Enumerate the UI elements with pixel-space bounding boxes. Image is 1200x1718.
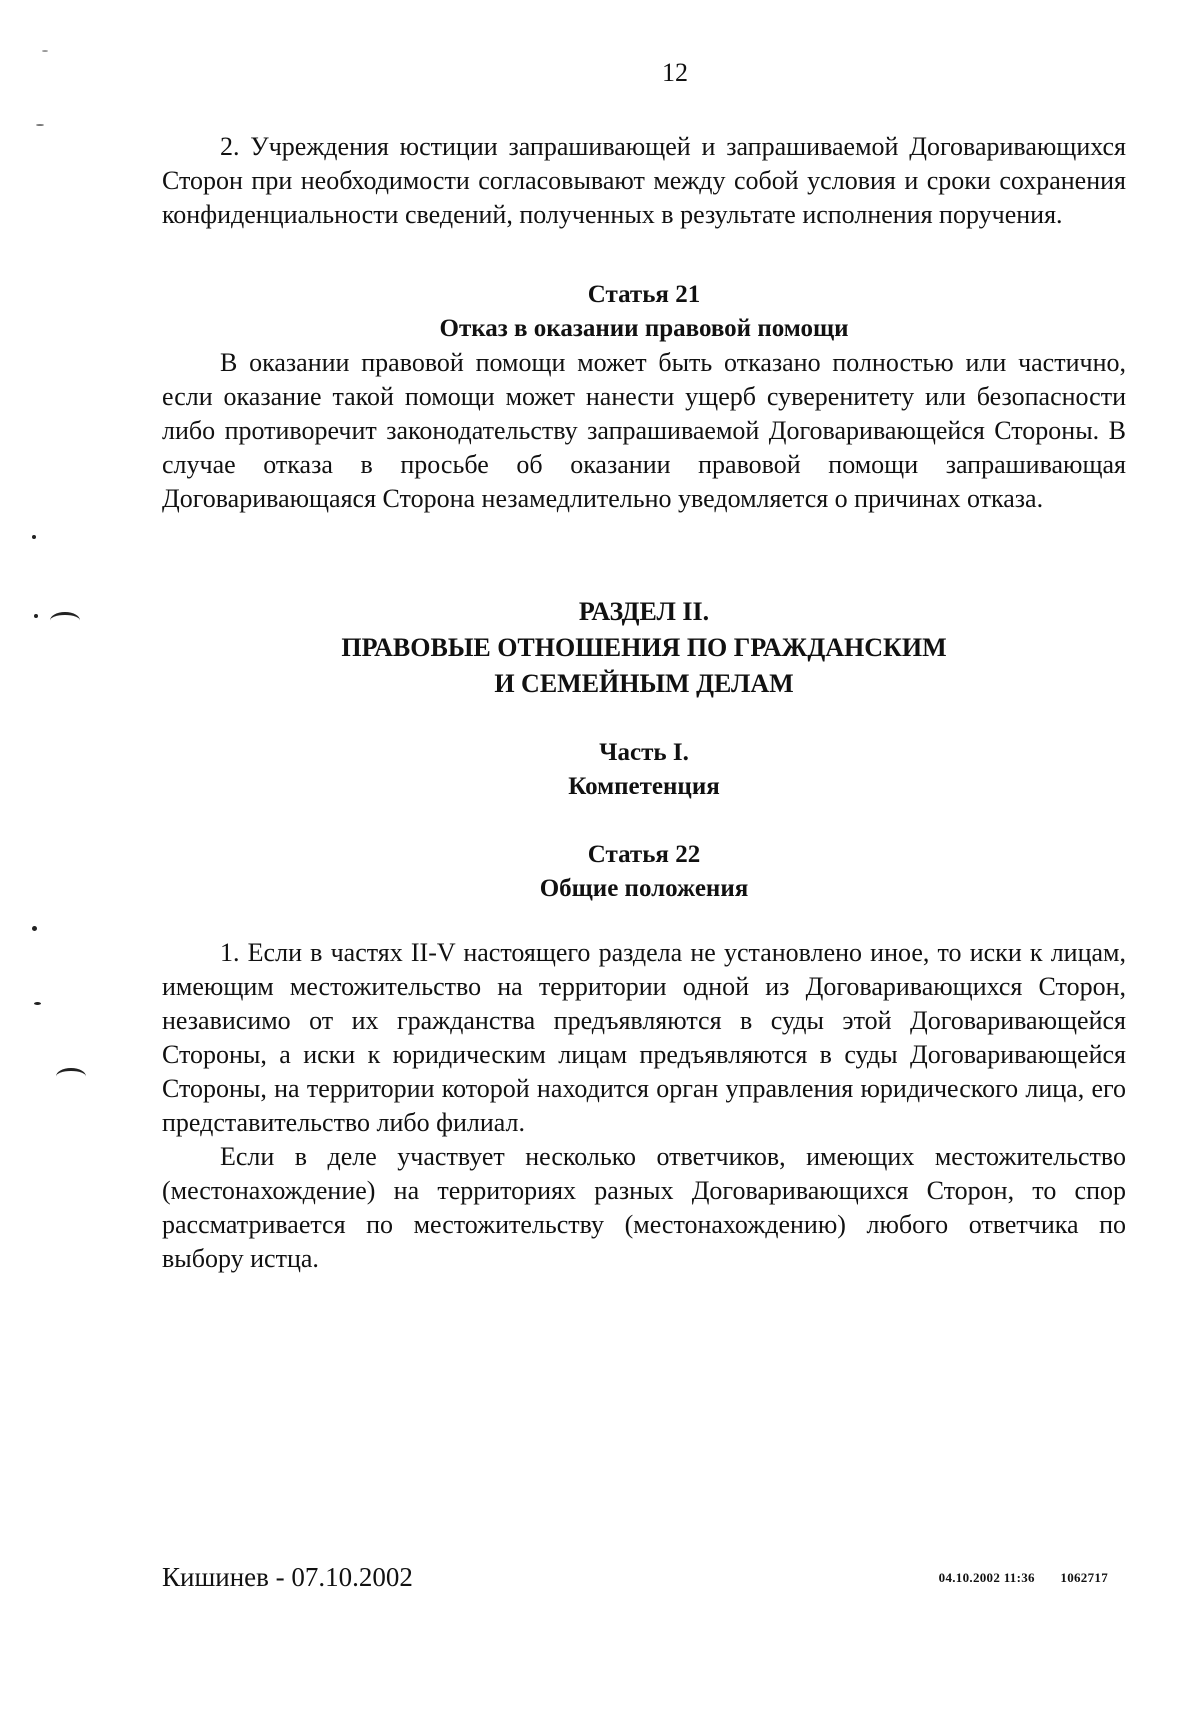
document-body bbox=[162, 130, 1126, 1276]
scan-arc-mark bbox=[56, 1068, 86, 1085]
footer-stamp bbox=[939, 1570, 1108, 1586]
footer-doc-number: 1062717 bbox=[1060, 1570, 1108, 1585]
section-subtitle-line1: ПРАВОВЫЕ ОТНОШЕНИЯ ПО ГРАЖДАНСКИМ bbox=[341, 633, 947, 662]
footer-datetime: 04.10.2002 11:36 bbox=[938, 1570, 1035, 1585]
section-title: РАЗДЕЛ II. bbox=[578, 597, 710, 626]
article-22-subtitle: Общие положения bbox=[539, 875, 749, 902]
page-number: 12 bbox=[662, 58, 688, 87]
scan-speck bbox=[34, 1002, 41, 1005]
footer-place-date: Кишинев - 07.10.2002 bbox=[162, 1562, 413, 1592]
part-subtitle: Компетенция bbox=[568, 773, 720, 800]
article-22-title: Статья 22 bbox=[587, 841, 701, 868]
paragraph-article20-item2: 2. Учреждения юстиции запрашивающей и запрашиваемой Договаривающихся Сторон при необходимости согласовывают между собой условия и сроки сохранения конфиденциальности сведений, полученных в результате исполнения поручения. bbox=[162, 132, 1126, 229]
scan-arc-mark bbox=[50, 612, 80, 629]
article-22-para2: Если в деле участвует несколько ответчиков, имеющих местожительство (местонахождение) на территориях разных Договаривающихся Сторон, то спор рассматривается по местожительству (местонахождению) любого ответчика по выбору истца. bbox=[162, 1142, 1126, 1273]
article-22-para1: 1. Если в частях II-V настоящего раздела не установлено иное, то иски к лицам, имеющим местожительство на территории одной из Договаривающихся Сторон, независимо от их гражданства предъявляются в суды этой Договаривающейся Стороны, а иски к юридическим лицам предъявляются в суды Договаривающейся Стороны, на территории которой находится орган управления юридического лица, его представительство либо филиал. bbox=[162, 938, 1126, 1137]
article-21-title: Статья 21 bbox=[587, 281, 701, 308]
section-subtitle-line2: И СЕМЕЙНЫМ ДЕЛАМ bbox=[494, 669, 794, 698]
scan-speck bbox=[34, 614, 38, 618]
scan-speck bbox=[32, 926, 37, 931]
scan-speck bbox=[32, 535, 36, 539]
scan-speck bbox=[42, 50, 48, 52]
part-title: Часть I. bbox=[599, 739, 689, 766]
scan-speck bbox=[36, 124, 44, 126]
article-21-text: В оказании правовой помощи может быть отказано полностью или частично, если оказание такой помощи может нанести ущерб суверенитету или безопасности либо противоречит законодательству запрашиваемой Договаривающейся Стороны. В случае отказа в просьбе об оказании правовой помощи запрашивающая Договаривающаяся Сторона незамедлительно уведомляется о причинах отказа. bbox=[162, 348, 1126, 513]
article-21-subtitle: Отказ в оказании правовой помощи bbox=[439, 315, 849, 342]
